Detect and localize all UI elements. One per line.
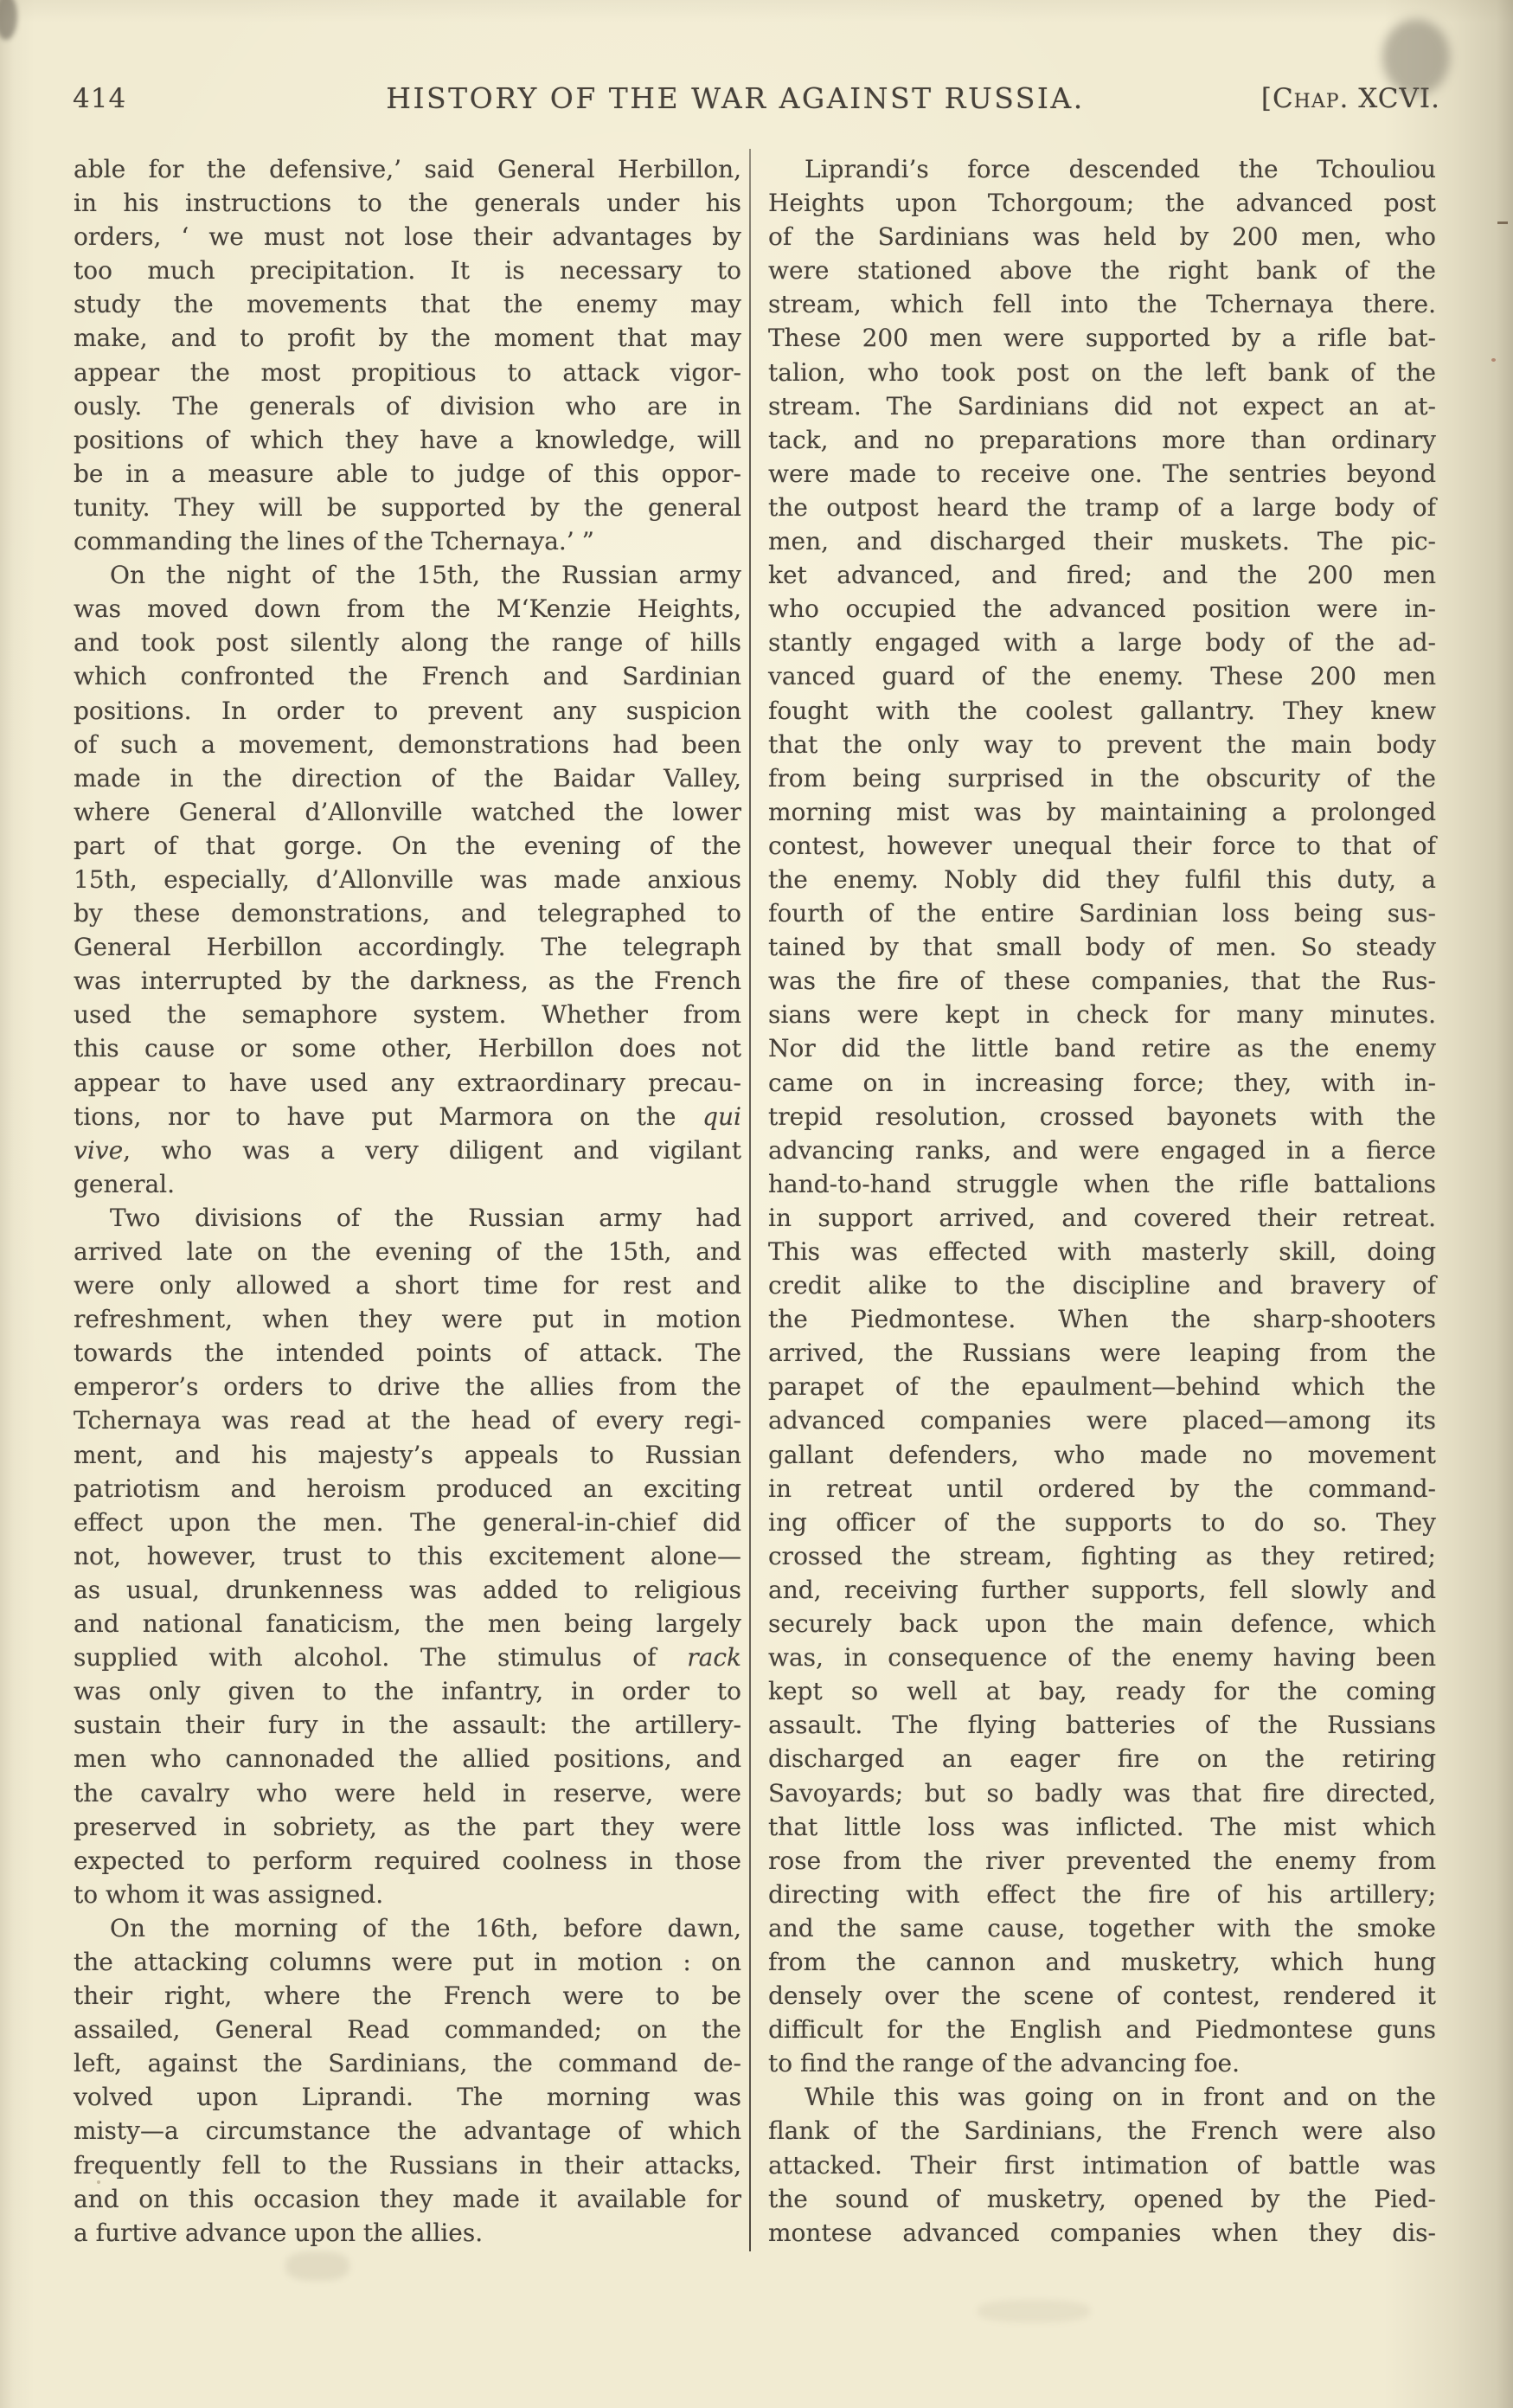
- text-line: montese advanced companies when they dis-: [768, 2218, 1436, 2247]
- paragraph: [74, 152, 741, 558]
- paragraph: [768, 152, 1436, 2080]
- text-line: to whom it was assigned.: [74, 1879, 384, 1909]
- text-line: difficult for the English and Piedmontese guns: [768, 2015, 1436, 2045]
- text-line: towards the intended points of attack. The: [74, 1339, 741, 1368]
- text-line: used the semaphore system. Whether from: [74, 1000, 741, 1030]
- text-line: positions of which they have a knowledge, will: [74, 425, 741, 454]
- text-line: were made to receive one. The sentries beyond: [768, 459, 1436, 488]
- text-line: left, against the Sardinians, the command de-: [74, 2049, 741, 2078]
- text-line: that the only way to prevent the main body: [768, 729, 1436, 759]
- column-divider-rule: [749, 149, 751, 2251]
- text-line: advancing ranks, and were engaged in a fierce: [768, 1135, 1436, 1165]
- text-line: credit alike to the discipline and bravery of: [768, 1271, 1436, 1300]
- text-line: Liprandi’s force descended the Tchouliou: [805, 155, 1436, 183]
- text-line: assault. The flying batteries of the Russians: [768, 1711, 1436, 1740]
- text-line: tack, and no preparations more than ordinary: [768, 425, 1436, 454]
- text-line: able for the defensive,’ said General Herbillon,: [74, 155, 741, 183]
- text-line: and took post silently along the range of hills: [74, 628, 741, 658]
- text-line: ing officer of the supports to do so. They: [768, 1507, 1436, 1537]
- text-line: the enemy. Nobly did they fulfil this duty, a: [768, 864, 1436, 894]
- text-line: kept so well at bay, ready for the coming: [768, 1677, 1436, 1706]
- text-line: was interrupted by the darkness, as the French: [74, 966, 741, 996]
- text-line: the attacking columns were put in motion : on: [74, 1947, 741, 1976]
- text-line: from being surprised in the obscurity of the: [768, 763, 1436, 793]
- paragraph: [74, 1201, 741, 1911]
- text-line: fought with the coolest gallantry. They knew: [768, 696, 1436, 725]
- text-line: rose from the river prevented the enemy from: [768, 1846, 1436, 1875]
- text-line: frequently fell to the Russians in their attacks,: [74, 2150, 741, 2180]
- text-line: ously. The generals of division who are in: [74, 391, 741, 421]
- text-line: This was effected with masterly skill, doing: [768, 1237, 1436, 1266]
- text-line: general.: [74, 1169, 176, 1198]
- text-line: came on in increasing force; they, with in-: [768, 1068, 1436, 1097]
- text-line: made in the direction of the Baidar Valley,: [74, 763, 741, 793]
- column-left: [74, 152, 741, 2250]
- text-line: was only given to the infantry, in order to: [74, 1677, 741, 1706]
- text-line: and, receiving further supports, fell slowly and: [768, 1575, 1436, 1604]
- page-number: 414: [73, 83, 127, 114]
- text-line: patriotism and heroism produced an exciting: [74, 1474, 741, 1503]
- ink-speck: [1491, 358, 1496, 362]
- text-line: misty—a circumstance the advantage of which: [74, 2116, 741, 2146]
- text-line: appear the most propitious to attack vigor-: [74, 357, 741, 387]
- text-line: volved upon Liprandi. The morning was: [74, 2083, 741, 2112]
- text-line: vive, who was a very diligent and vigilant: [74, 1135, 741, 1165]
- text-line: that little loss was inflicted. The mist which: [768, 1812, 1436, 1841]
- text-line: flank of the Sardinians, the French were also: [768, 2116, 1436, 2146]
- text-line: While this was going on in front and on the: [805, 2083, 1436, 2112]
- text-line: These 200 men were supported by a rifle bat-: [768, 324, 1436, 353]
- text-line: stantly engaged with a large body of the ad-: [768, 628, 1436, 658]
- column-right: [768, 152, 1436, 2250]
- text-line: the cavalry who were held in reserve, were: [74, 1778, 741, 1808]
- text-line: attacked. Their first intimation of battle was: [768, 2150, 1436, 2180]
- text-line: were only allowed a short time for rest and: [74, 1271, 741, 1300]
- text-line: men, and discharged their muskets. The pic-: [768, 527, 1436, 556]
- text-line: preserved in sobriety, as the part they were: [74, 1812, 741, 1841]
- text-line: was moved down from the M‘Kenzie Heights,: [74, 594, 741, 624]
- text-line: positions. In order to prevent any suspicion: [74, 696, 741, 725]
- text-line: men who cannonaded the allied positions, and: [74, 1744, 741, 1774]
- text-line: in his instructions to the generals under his: [74, 189, 741, 218]
- text-line: of the Sardinians was held by 200 men, who: [768, 222, 1436, 252]
- text-line: 15th, especially, d’Allonville was made anxious: [74, 864, 741, 894]
- chapter-heading: [Chap. XCVI.: [1260, 83, 1440, 114]
- show-through-smudge: [285, 2251, 349, 2281]
- text-line: Two divisions of the Russian army had: [110, 1203, 741, 1232]
- text-line: expected to perform required coolness in those: [74, 1846, 741, 1875]
- text-line: part of that gorge. On the evening of the: [74, 831, 741, 860]
- ink-smudge: [1382, 19, 1450, 95]
- text-line: ket advanced, and fired; and the 200 men: [768, 561, 1436, 590]
- text-line: arrived late on the evening of the 15th, and: [74, 1237, 741, 1266]
- text-line: gallant defenders, who made no movement: [768, 1440, 1436, 1469]
- text-line: tained by that small body of men. So steady: [768, 933, 1436, 962]
- show-through-smudge: [978, 2300, 1090, 2322]
- text-line: be in a measure able to judge of this oppor-: [74, 459, 741, 488]
- text-line: commanding the lines of the Tchernaya.’ ”: [74, 527, 594, 556]
- text-line: On the night of the 15th, the Russian army: [110, 561, 741, 590]
- text-line: morning mist was by maintaining a prolonged: [768, 797, 1436, 826]
- text-line: Savoyards; but so badly was that fire directed,: [768, 1778, 1436, 1808]
- text-line: sustain their fury in the assault: the artillery-: [74, 1711, 741, 1740]
- text-line: study the movements that the enemy may: [74, 290, 741, 319]
- text-line: by these demonstrations, and telegraphed to: [74, 899, 741, 928]
- text-line: a furtive advance upon the allies.: [74, 2218, 484, 2247]
- text-line: arrived, the Russians were leaping from the: [768, 1339, 1436, 1368]
- text-line: Nor did the little band retire as the enemy: [768, 1034, 1436, 1063]
- text-line: and the same cause, together with the smoke: [768, 1913, 1436, 1942]
- text-line: supplied with alcohol. The stimulus of rack: [74, 1643, 741, 1673]
- text-line: vanced guard of the enemy. These 200 men: [768, 662, 1436, 691]
- paragraph: [74, 558, 741, 1201]
- text-line: effect upon the men. The general-in-chief did: [74, 1507, 741, 1537]
- text-line: in retreat until ordered by the command-: [768, 1474, 1436, 1503]
- text-line: to find the range of the advancing foe.: [768, 2049, 1241, 2078]
- text-line: contest, however unequal their force to that of: [768, 831, 1436, 860]
- text-line: assailed, General Read commanded; on the: [74, 2015, 741, 2045]
- ink-speck: [1497, 222, 1508, 224]
- text-line: and on this occasion they made it available for: [74, 2184, 741, 2213]
- text-line: of such a movement, demonstrations had been: [74, 729, 741, 759]
- text-line: not, however, trust to this excitement alone—: [74, 1541, 741, 1570]
- text-line: parapet of the epaulment—behind which the: [768, 1372, 1436, 1402]
- text-line: sians were kept in check for many minutes.: [768, 1000, 1436, 1030]
- text-line: crossed the stream, fighting as they retired;: [768, 1541, 1436, 1570]
- text-line: appear to have used any extraordinary precau-: [74, 1068, 741, 1097]
- paragraph: [74, 1911, 741, 2250]
- text-line: Heights upon Tchorgoum; the advanced post: [768, 189, 1436, 218]
- text-line: as usual, drunkenness was added to religious: [74, 1575, 741, 1604]
- text-line: tions, nor to have put Marmora on the qui: [74, 1101, 741, 1131]
- text-line: refreshment, when they were put in motion: [74, 1305, 741, 1334]
- text-line: make, and to profit by the moment that may: [74, 324, 741, 353]
- ink-smudge: [0, 0, 17, 40]
- text-line: trepid resolution, crossed bayonets with the: [768, 1101, 1436, 1131]
- text-line: On the morning of the 16th, before dawn,: [110, 1913, 741, 1942]
- text-line: directing with effect the fire of his artillery;: [768, 1879, 1436, 1909]
- text-line: the sound of musketry, opened by the Pied-: [768, 2184, 1436, 2213]
- text-line: the outpost heard the tramp of a large body of: [768, 492, 1436, 522]
- running-title: HISTORY OF THE WAR AGAINST RUSSIA.: [386, 81, 1085, 115]
- text-line: advanced companies were placed—among its: [768, 1406, 1436, 1435]
- text-line: were stationed above the right bank of the: [768, 256, 1436, 286]
- text-line: General Herbillon accordingly. The telegraph: [74, 933, 741, 962]
- text-line: discharged an eager fire on the retiring: [768, 1744, 1436, 1774]
- text-line: emperor’s orders to drive the allies from the: [74, 1372, 741, 1402]
- text-line: securely back upon the main defence, which: [768, 1609, 1436, 1639]
- text-line: who occupied the advanced position were in-: [768, 594, 1436, 624]
- text-line: tunity. They will be supported by the general: [74, 492, 741, 522]
- text-line: was, in consequence of the enemy having been: [768, 1643, 1436, 1673]
- text-line: densely over the scene of contest, rendered it: [768, 1981, 1436, 2011]
- text-line: which confronted the French and Sardinian: [74, 662, 741, 691]
- text-line: too much precipitation. It is necessary to: [74, 256, 741, 286]
- text-line: hand-to-hand struggle when the rifle battalions: [768, 1169, 1436, 1198]
- text-line: orders, ‘ we must not lose their advantages by: [74, 222, 741, 252]
- text-line: from the cannon and musketry, which hung: [768, 1947, 1436, 1976]
- text-line: was the fire of these companies, that the Rus-: [768, 966, 1436, 996]
- text-line: Tchernaya was read at the head of every regi-: [74, 1406, 741, 1435]
- text-line: stream. The Sardinians did not expect an at-: [768, 391, 1436, 421]
- text-line: stream, which fell into the Tchernaya there.: [768, 290, 1436, 319]
- text-line: where General d’Allonville watched the lower: [74, 797, 741, 826]
- text-line: talion, who took post on the left bank of the: [768, 357, 1436, 387]
- text-line: their right, where the French were to be: [74, 1981, 741, 2011]
- text-line: and national fanaticism, the men being largely: [74, 1609, 741, 1639]
- text-line: ment, and his majesty’s appeals to Russian: [74, 1440, 741, 1469]
- text-line: in support arrived, and covered their retreat.: [768, 1203, 1436, 1232]
- paragraph: [768, 2080, 1436, 2249]
- ink-speck: [97, 2180, 100, 2184]
- text-line: the Piedmontese. When the sharp-shooters: [768, 1305, 1436, 1334]
- text-line: fourth of the entire Sardinian loss being sus-: [768, 899, 1436, 928]
- text-line: this cause or some other, Herbillon does not: [74, 1034, 741, 1063]
